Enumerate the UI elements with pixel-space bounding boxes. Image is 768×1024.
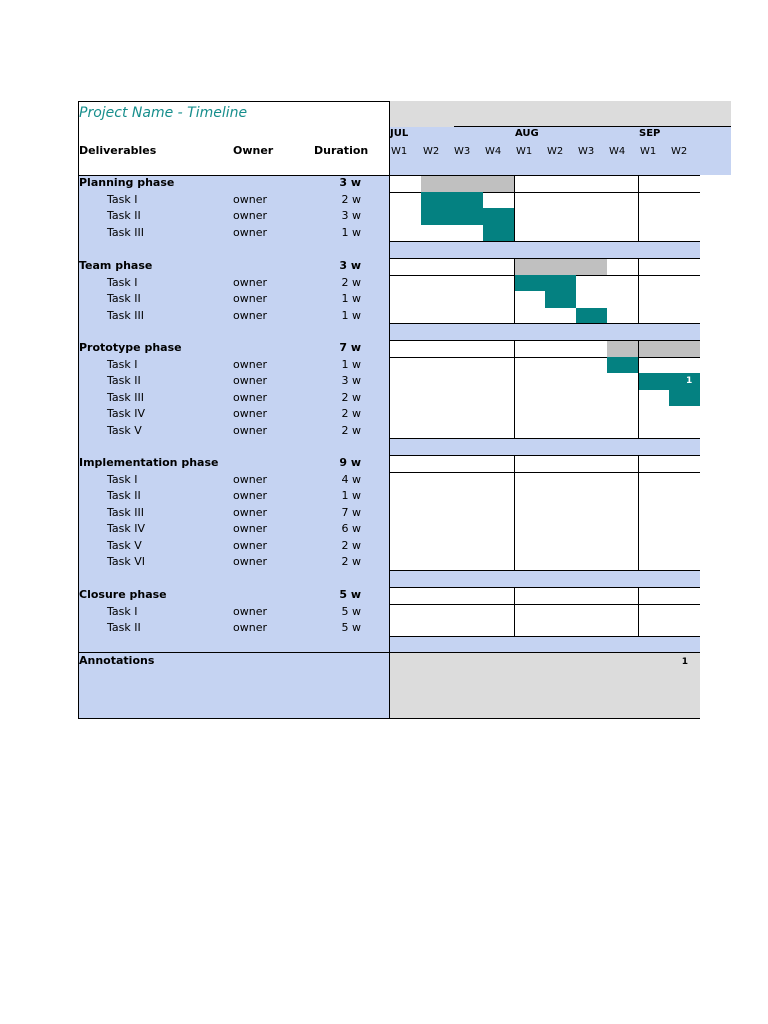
task-duration: 3 w xyxy=(341,374,361,387)
task-name: Task III xyxy=(107,225,144,239)
block-bottom-border xyxy=(389,636,700,637)
task-name: Task III xyxy=(107,505,144,519)
task-name: Task V xyxy=(107,423,142,437)
month-label-sep: SEP xyxy=(639,128,661,139)
month-divider xyxy=(638,455,639,571)
task-owner: owner xyxy=(233,423,267,437)
month-label-jul: JUL xyxy=(390,128,409,139)
task-owner: owner xyxy=(233,275,267,289)
task-owner: owner xyxy=(233,192,267,206)
block-top-border xyxy=(389,340,700,341)
phase-duration: 7 w xyxy=(339,341,361,354)
block-top-border xyxy=(389,455,700,456)
header-rule xyxy=(454,126,731,127)
block-bottom-border xyxy=(389,241,700,242)
task-name: Task II xyxy=(107,489,141,502)
phase-duration: 3 w xyxy=(339,176,361,189)
month-divider xyxy=(638,340,639,439)
month-divider xyxy=(514,587,515,637)
header-bottom-left xyxy=(78,175,389,176)
column-deliverables: Deliverables xyxy=(79,144,157,157)
task-duration: 6 w xyxy=(341,522,361,535)
task-owner: owner xyxy=(233,390,267,404)
week-label: W2 xyxy=(671,146,688,157)
block-bottom-border xyxy=(389,438,700,439)
task-duration: 5 w xyxy=(341,621,361,634)
phase-row-divider xyxy=(389,472,700,473)
task-duration: 7 w xyxy=(341,505,361,519)
frame-split xyxy=(389,101,390,719)
column-owner: Owner xyxy=(233,144,274,157)
task-duration: 1 w xyxy=(341,308,361,322)
task-bar xyxy=(514,275,576,292)
task-name: Task II xyxy=(107,374,141,387)
phase-name: Planning phase xyxy=(79,176,175,189)
phase-row-divider xyxy=(389,604,700,605)
phase-name: Closure phase xyxy=(79,588,167,601)
phase-bar xyxy=(421,175,514,192)
task-duration: 2 w xyxy=(341,192,361,206)
week-label: W1 xyxy=(640,146,657,157)
week-label: W1 xyxy=(391,146,408,157)
task-duration: 5 w xyxy=(341,604,361,618)
task-name: Task VI xyxy=(107,555,146,568)
month-label-aug: AUG xyxy=(515,128,539,139)
task-owner: owner xyxy=(233,472,267,486)
phase-duration: 3 w xyxy=(339,259,361,272)
task-duration: 2 w xyxy=(341,538,361,552)
task-bar xyxy=(669,390,700,407)
week-label: W3 xyxy=(454,146,471,157)
task-name: Task III xyxy=(107,390,144,404)
annotations-right-bg xyxy=(389,652,700,718)
task-bar xyxy=(545,291,576,308)
task-owner: owner xyxy=(233,407,267,420)
task-owner: owner xyxy=(233,604,267,618)
block-bottom-border xyxy=(389,570,700,571)
task-duration: 4 w xyxy=(341,472,361,486)
task-bar xyxy=(576,308,607,325)
task-owner: owner xyxy=(233,308,267,322)
task-owner: owner xyxy=(233,522,267,535)
task-name: Task IV xyxy=(107,522,146,535)
task-duration: 2 w xyxy=(341,407,361,420)
phase-name: Implementation phase xyxy=(79,456,219,469)
task-bar xyxy=(421,192,483,209)
week-label: W3 xyxy=(578,146,595,157)
frame-left xyxy=(78,101,79,719)
phase-name: Prototype phase xyxy=(79,341,182,354)
phase-duration: 9 w xyxy=(339,456,361,469)
task-duration: 2 w xyxy=(341,275,361,289)
header-gray-strip xyxy=(389,101,731,127)
task-duration: 3 w xyxy=(341,209,361,222)
task-name: Task I xyxy=(107,192,138,206)
month-divider xyxy=(638,175,639,242)
task-duration: 1 w xyxy=(341,489,361,502)
column-duration: Duration xyxy=(314,144,369,157)
week-label: W4 xyxy=(609,146,626,157)
task-name: Task I xyxy=(107,604,138,618)
block-bottom-border xyxy=(389,323,700,324)
task-duration: 1 w xyxy=(341,292,361,305)
task-name: Task V xyxy=(107,538,142,552)
annotations-label: Annotations xyxy=(79,654,155,667)
month-divider xyxy=(514,455,515,571)
annotation-note-number: 1 xyxy=(681,657,688,667)
frame-top-left xyxy=(78,101,389,102)
task-duration: 1 w xyxy=(341,225,361,239)
task-duration: 1 w xyxy=(341,357,361,371)
task-duration: 2 w xyxy=(341,390,361,404)
phase-bar xyxy=(514,258,607,275)
page-title: Project Name - Timeline xyxy=(79,105,248,121)
month-divider xyxy=(514,258,515,324)
frame-bottom xyxy=(78,718,700,719)
task-name: Task I xyxy=(107,357,138,371)
phase-duration: 5 w xyxy=(339,588,361,601)
phase-name: Team phase xyxy=(79,259,153,272)
timeline-block-4 xyxy=(390,587,700,636)
task-bar xyxy=(483,225,514,242)
task-name: Task II xyxy=(107,621,141,634)
week-label: W2 xyxy=(547,146,564,157)
task-owner: owner xyxy=(233,374,267,387)
task-bar xyxy=(607,357,638,374)
task-duration: 2 w xyxy=(341,555,361,568)
month-divider xyxy=(638,587,639,637)
week-label: W4 xyxy=(485,146,502,157)
frame-annotations-top xyxy=(78,652,700,653)
block-top-border xyxy=(389,587,700,588)
task-name: Task IV xyxy=(107,407,146,420)
month-divider xyxy=(638,258,639,324)
task-owner: owner xyxy=(233,538,267,552)
task-name: Task I xyxy=(107,275,138,289)
task-owner: owner xyxy=(233,225,267,239)
task-note-marker: 1 xyxy=(686,376,693,386)
task-owner: owner xyxy=(233,621,267,634)
task-owner: owner xyxy=(233,555,267,568)
week-label: W2 xyxy=(423,146,440,157)
task-name: Task II xyxy=(107,209,141,222)
task-duration: 2 w xyxy=(341,423,361,437)
phase-bar xyxy=(607,340,700,357)
month-divider xyxy=(514,175,515,242)
week-label: W1 xyxy=(516,146,533,157)
task-owner: owner xyxy=(233,209,267,222)
task-name: Task III xyxy=(107,308,144,322)
task-bar xyxy=(421,208,514,225)
block-top-border xyxy=(389,258,700,259)
task-owner: owner xyxy=(233,357,267,371)
task-name: Task II xyxy=(107,292,141,305)
month-divider xyxy=(514,340,515,439)
task-name: Task I xyxy=(107,472,138,486)
task-owner: owner xyxy=(233,505,267,519)
task-owner: owner xyxy=(233,489,267,502)
task-owner: owner xyxy=(233,292,267,305)
phase-row-divider xyxy=(389,357,700,358)
block-top-border xyxy=(389,175,700,176)
